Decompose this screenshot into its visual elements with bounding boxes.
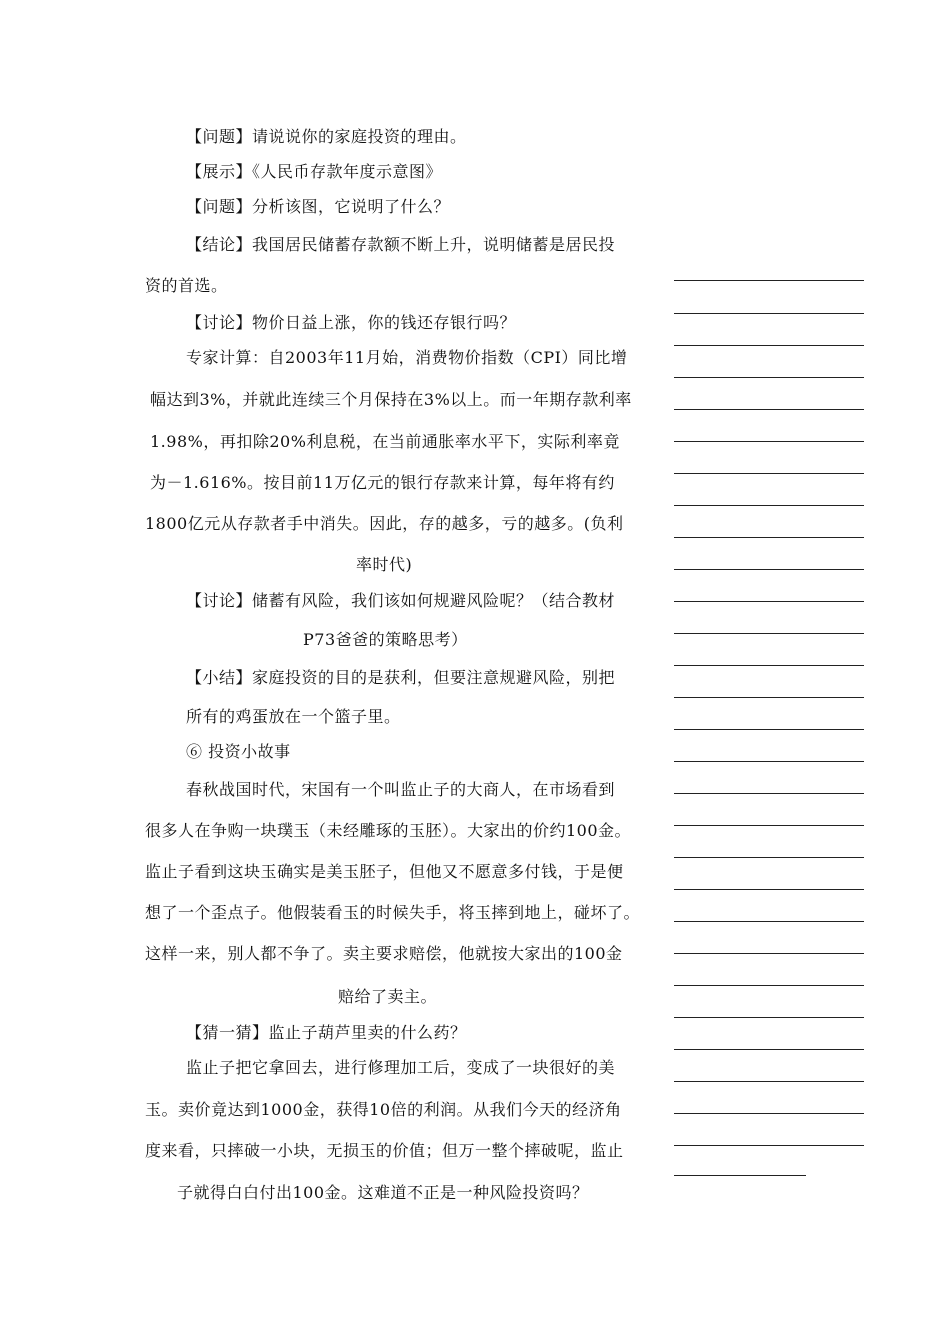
note-line[interactable] [674,1017,864,1018]
expert-paragraph-line: 幅达到3%，并就此连续三个月保持在3%以上。而一年期存款利率 [150,390,632,409]
note-line[interactable] [674,793,864,794]
story-paragraph-line: 监止子看到这块玉确实是美玉胚子，但他又不愿意多付钱，于是便 [145,862,624,881]
question-heading: 【问题】分析该图，它说明了什么？ [186,197,451,216]
discussion-heading: 【讨论】储蓄有风险，我们该如何规避风险呢？（结合教材 [186,591,616,610]
note-line[interactable] [674,473,864,474]
note-line[interactable] [674,1145,864,1146]
note-line[interactable] [674,857,864,858]
note-line[interactable] [674,441,864,442]
note-line[interactable] [674,729,864,730]
story-paragraph-line: 这样一来，别人都不争了。卖主要求赔偿，他就按大家出的100金 [145,944,623,963]
discussion-heading: 【讨论】物价日益上涨，你的钱还存银行吗？ [186,313,517,332]
discussion-heading: P73爸爸的策略思考） [303,630,468,649]
note-line[interactable] [674,825,864,826]
question-heading: 【问题】请说说你的家庭投资的理由。 [186,127,467,146]
note-line[interactable] [674,761,864,762]
note-line[interactable] [674,1049,864,1050]
answer-paragraph-line: 度来看，只摔破一小块，无损玉的价值；但万一整个摔破呢，监止 [145,1141,624,1160]
note-line[interactable] [674,1113,864,1114]
answer-paragraph-line: 玉。卖价竟达到1000金，获得10倍的利润。从我们今天的经济角 [145,1100,622,1119]
note-line[interactable] [674,505,864,506]
note-line[interactable] [674,537,864,538]
note-line[interactable] [674,345,864,346]
answer-paragraph-line: 监止子把它拿回去，进行修理加工后，变成了一块很好的美 [186,1058,616,1077]
note-line[interactable] [674,665,864,666]
expert-paragraph-line: 为－1.616%。按目前11万亿元的银行存款来计算，每年将有约 [150,473,615,492]
story-paragraph-line: 春秋战国时代，宋国有一个叫监止子的大商人，在市场看到 [186,780,616,799]
story-paragraph-line: 很多人在争购一块璞玉（未经雕琢的玉胚）。大家出的价约100金。 [145,821,632,840]
note-line[interactable] [674,601,864,602]
note-line[interactable] [674,280,864,281]
note-line[interactable] [674,1175,806,1176]
expert-paragraph-line: 1.98%，再扣除20%利息税，在当前通胀率水平下，实际利率竟 [150,432,620,451]
note-line[interactable] [674,569,864,570]
summary-line: 所有的鸡蛋放在一个篮子里。 [186,707,401,726]
note-line[interactable] [674,921,864,922]
summary-line: 【小结】家庭投资的目的是获利，但要注意规避风险，别把 [186,668,616,687]
note-line[interactable] [674,985,864,986]
note-line[interactable] [674,889,864,890]
conclusion-line: 【结论】我国居民储蓄存款额不断上升，说明储蓄是居民投 [186,235,616,254]
guess-heading: 【猜一猜】监止子葫芦里卖的什么药？ [186,1023,467,1042]
expert-paragraph-line: 1800亿元从存款者手中消失。因此，存的越多，亏的越多。(负利 [145,514,624,533]
conclusion-line: 资的首选。 [145,276,228,295]
expert-paragraph-line: 专家计算：自2003年11月始，消费物价指数（CPI）同比增 [186,348,628,367]
note-line[interactable] [674,953,864,954]
note-line[interactable] [674,697,864,698]
answer-paragraph-line: 子就得白白付出100金。这难道不正是一种风险投资吗？ [177,1183,589,1202]
note-line[interactable] [674,313,864,314]
story-paragraph-line: 想了一个歪点子。他假装看玉的时候失手，将玉摔到地上，碰坏了。 [145,903,641,922]
note-line[interactable] [674,633,864,634]
expert-paragraph-line: 率时代) [356,555,413,574]
note-line[interactable] [674,1081,864,1082]
note-line[interactable] [674,377,864,378]
story-paragraph-line: 赔给了卖主。 [338,987,438,1006]
note-line[interactable] [674,409,864,410]
display-heading: 【展示】《人民币存款年度示意图》 [186,162,443,181]
story-heading: ⑥ 投资小故事 [186,742,291,761]
